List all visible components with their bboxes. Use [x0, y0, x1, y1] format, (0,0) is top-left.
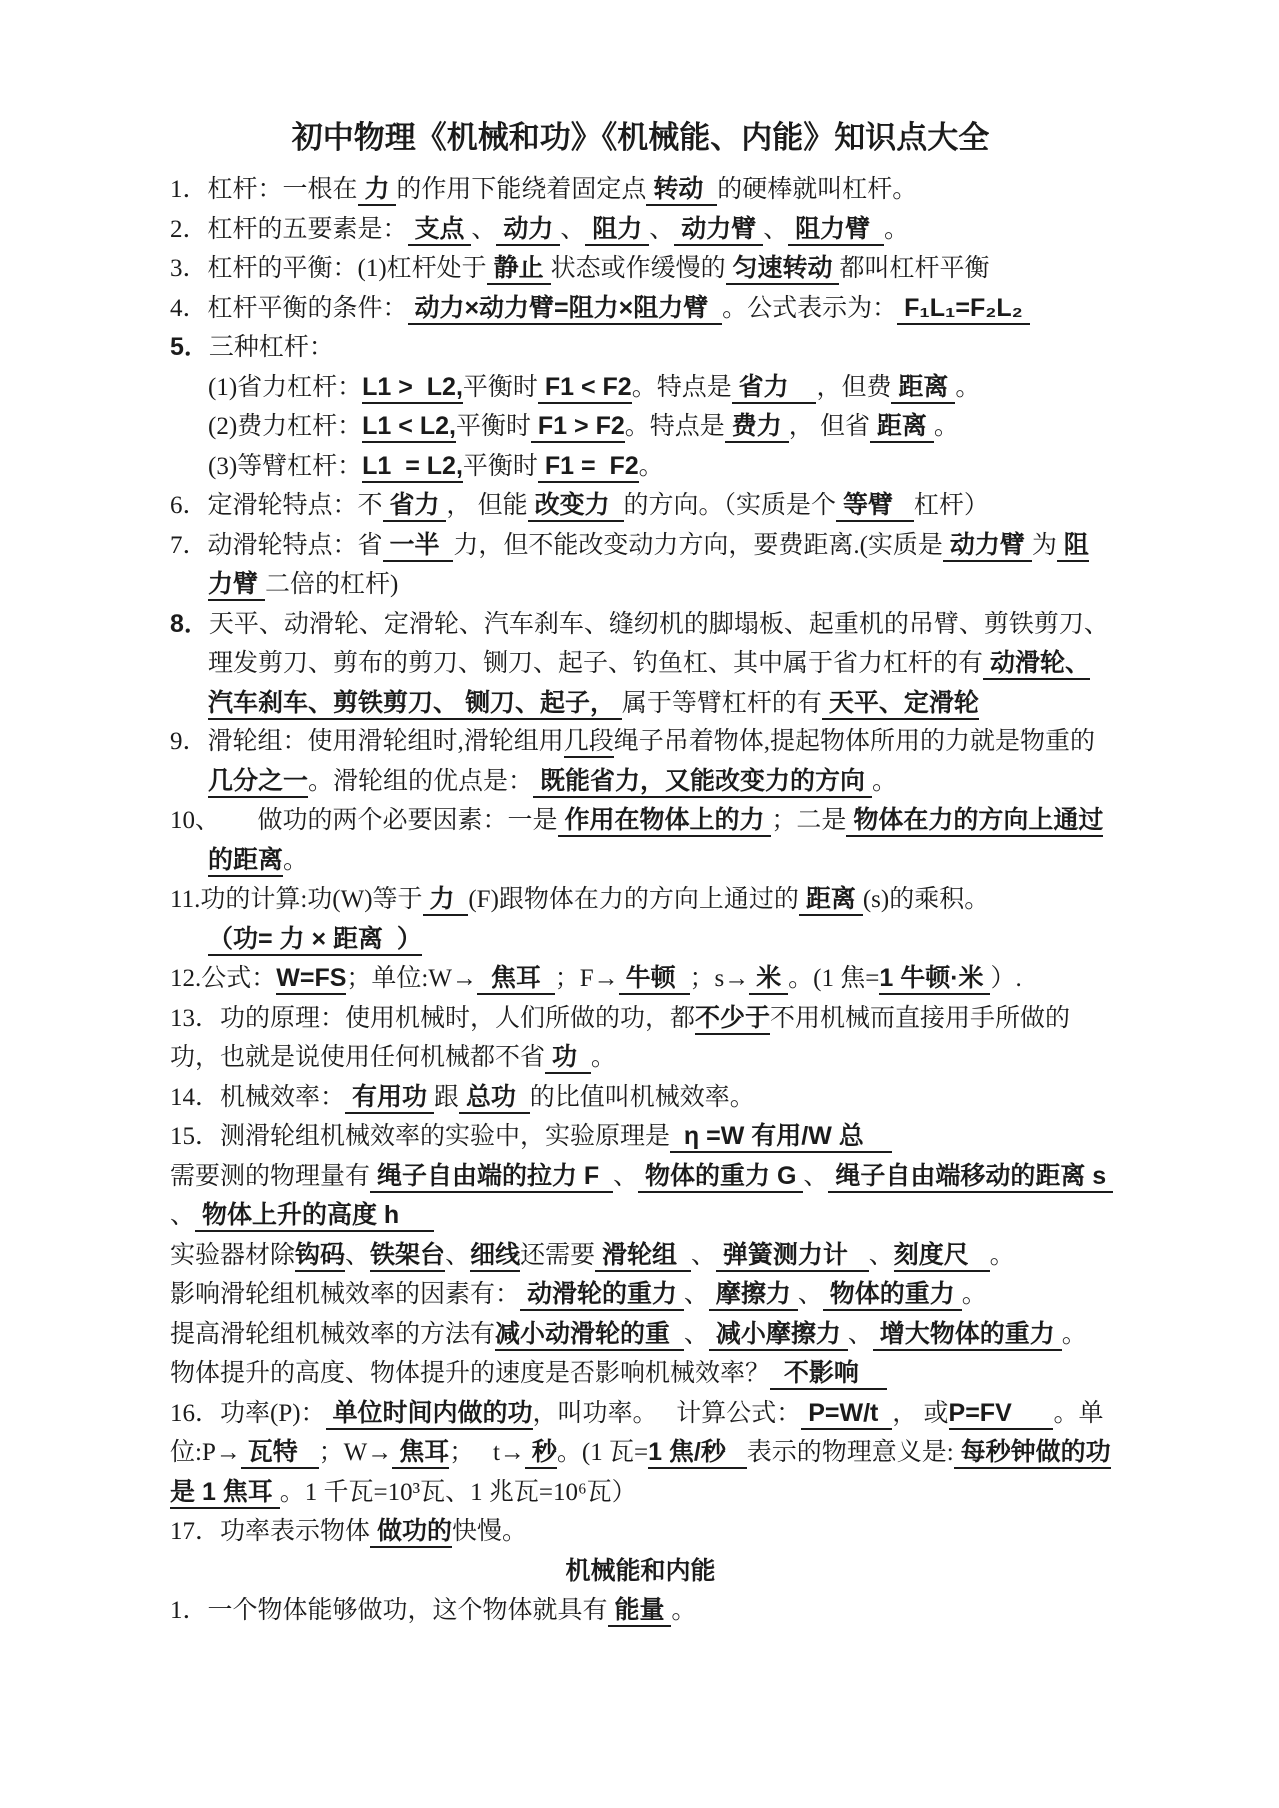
- text-run: 影响滑轮组机械效率的因素有：: [170, 1281, 521, 1308]
- text-run: (F)跟物体在力的方向上通过的: [468, 886, 799, 913]
- text-run: 。: [989, 1241, 1015, 1269]
- blank-answer: 米: [749, 964, 788, 995]
- blank-answer: 天平、定滑轮: [822, 689, 979, 720]
- text-run: 不用机械而直接用手所做的功，也就是说使用任何机械都不省: [170, 1004, 1071, 1071]
- text-run: ）.: [990, 965, 1022, 992]
- text-run: 。: [933, 413, 959, 440]
- blank-answer: 阻力臂: [788, 215, 884, 246]
- item-7: [170, 526, 1111, 605]
- blank-answer: 距离: [870, 412, 934, 443]
- text-run: 10、 做功的两个必要因素：一是: [170, 807, 558, 834]
- item-9: [170, 723, 1111, 801]
- blank-answer: 既能省力，又能改变力的方向: [533, 767, 872, 798]
- blank-answer: 距离: [891, 373, 955, 404]
- item-3: [170, 249, 1111, 289]
- text-run: ； t→: [449, 1439, 525, 1466]
- text-run: ， 或: [892, 1399, 949, 1427]
- text-run: 11.功的计算:功(W)等于: [170, 886, 423, 913]
- text-run: 。: [884, 215, 910, 243]
- blank-answer: 力: [358, 175, 397, 206]
- blank-answer: 动力臂: [943, 531, 1032, 562]
- blank-answer: 一半: [383, 531, 454, 562]
- text-run: 1．杠杆：一根在: [170, 176, 358, 203]
- text-run: 8．: [170, 609, 209, 638]
- blank-answer: 绳子自由端的拉力 F: [370, 1162, 613, 1193]
- text-run: 。特点是: [624, 413, 725, 440]
- blank-answer: W=FS: [276, 964, 346, 995]
- blank-answer: 刻度尺: [894, 1241, 990, 1272]
- text-run: 。: [961, 1281, 987, 1308]
- item-15-methods: [170, 1315, 1111, 1394]
- text-run: 、: [690, 1241, 716, 1269]
- text-run: 。物体提升的高度、物体提升的速度是否影响机械效率？: [170, 1320, 1087, 1387]
- text-run: 9．滑轮组：使用滑轮组时,滑轮组用: [170, 728, 564, 755]
- blank-answer: 作用在物体上的力: [558, 806, 772, 837]
- text-run: 三种杠杆：: [208, 334, 334, 361]
- item-1: [170, 170, 1111, 210]
- text-run: 、: [847, 1320, 873, 1348]
- text-run: 的方向。（实质是个: [623, 492, 837, 519]
- blank-answer: 省力: [383, 491, 447, 522]
- text-run: 、: [471, 215, 497, 243]
- text-run: 5．: [170, 333, 209, 361]
- blank-answer: 静止: [487, 254, 551, 285]
- text-run: 。1 千瓦=10³瓦、1 兆瓦=10⁶瓦）: [279, 1478, 637, 1506]
- blank-answer: 做功的: [370, 1517, 452, 1548]
- text-run: 13．功的原理：使用机械时，人们所做的功，都: [170, 1004, 696, 1032]
- blank-answer: 1 焦/秒: [648, 1438, 747, 1469]
- item-5-1: [208, 368, 1111, 408]
- item-6: [170, 486, 1111, 526]
- text-run: 天平、动滑轮、定滑轮、汽车刹车、缝纫机的脚塌板、起重机的吊臂、剪铁剪刀、理发剪刀、剪布的剪刀、铡刀、起子、钓鱼杠、其中属于省力杠杆的有: [208, 610, 1109, 677]
- text-run: (s)的乘积。: [862, 886, 990, 913]
- text-run: 、: [683, 1281, 709, 1308]
- blank-answer: F1 > F2: [531, 412, 625, 443]
- blank-answer: 秒: [525, 1438, 557, 1469]
- text-run: 都叫杠杆平衡: [839, 255, 990, 282]
- text-run: 。: [590, 1044, 616, 1071]
- blank-answer: 动力: [496, 215, 560, 246]
- text-run: 。滑轮组的优点是：: [308, 767, 534, 795]
- text-run: ；二是: [771, 807, 847, 834]
- text-run: 绳子吊着物体,提起物体所用的力就是物重的: [613, 728, 1096, 755]
- text-run: ，但费: [816, 373, 892, 401]
- text-run: 。(1 瓦=: [556, 1439, 649, 1466]
- blank-answer: 焦耳: [477, 964, 555, 995]
- blank-answer: 物体的重力 G: [638, 1162, 803, 1193]
- blank-answer: 单位时间内做的功: [326, 1399, 533, 1430]
- item-12: [170, 959, 1111, 999]
- blank-answer: η =W 有用/W 总: [670, 1122, 892, 1153]
- blank-answer: 几段: [564, 728, 614, 758]
- blank-answer: 弹簧测力计: [716, 1241, 869, 1272]
- text-run: 实验器材除: [170, 1241, 296, 1269]
- blank-answer: L1 < L2,: [362, 412, 456, 443]
- text-run: 力，但不能改变动力方向，要费距离.(实质是: [453, 531, 943, 559]
- blank-answer: 物体上升的高度 h: [195, 1201, 434, 1232]
- text-run: 需要测的物理量有: [170, 1162, 371, 1190]
- blank-answer: P=W/t: [801, 1399, 892, 1430]
- text-run: (1)省力杠杆：: [208, 373, 363, 401]
- text-run: 属于等臂杠杆的有: [621, 689, 822, 717]
- blank-answer: 1 牛顿·米: [879, 964, 990, 995]
- text-run: 的作用下能绕着固定点: [396, 176, 647, 203]
- text-run: 的比值叫机械效率。: [529, 1083, 755, 1111]
- text-run: 、: [560, 215, 586, 243]
- blank-answer: 费力: [725, 412, 789, 443]
- blank-answer: 不少于: [695, 1004, 770, 1035]
- blank-answer: 能量: [608, 1596, 672, 1627]
- blank-answer: 每秒钟做的功是 1 焦耳: [170, 1438, 1111, 1509]
- text-run: 。: [671, 1597, 697, 1624]
- text-run: 平衡时: [455, 413, 531, 440]
- item-5: [170, 328, 1111, 368]
- blank-answer: 增大物体的重力: [873, 1320, 1062, 1351]
- blank-answer: 减小动滑轮的重: [495, 1320, 684, 1351]
- blank-answer: 物体的重力: [823, 1280, 962, 1311]
- document-body: [170, 170, 1114, 1631]
- item-10: [170, 801, 1111, 880]
- blank-answer: 省力: [732, 373, 817, 404]
- blank-answer: 功: [545, 1043, 591, 1074]
- blank-answer: 钩码: [295, 1241, 345, 1272]
- text-run: 16．功率(P)：: [170, 1399, 326, 1427]
- text-run: 平衡时: [462, 452, 538, 480]
- text-run: 、: [345, 1241, 371, 1269]
- text-run: ；s→: [689, 965, 750, 992]
- text-run: 快慢。: [451, 1518, 527, 1545]
- text-run: 二倍的杠杆): [264, 571, 399, 598]
- item-15-factors: [170, 1275, 1111, 1315]
- item-15-quantities: [170, 1157, 1114, 1236]
- blank-answer: 物体在力的方向上通过的距离: [208, 806, 1103, 877]
- text-run: 。(1 焦=: [788, 965, 880, 992]
- text-run: 17．功率表示物体: [170, 1518, 371, 1545]
- document-title: 初中物理《机械和功》《机械能、内能》知识点大全: [291, 120, 990, 155]
- text-run: 、: [445, 1241, 471, 1269]
- blank-answer: 匀速转动: [726, 254, 840, 285]
- blank-answer: L1 = L2,: [362, 452, 463, 483]
- text-run: 、: [683, 1320, 709, 1348]
- blank-answer: F1 = F2: [538, 452, 639, 483]
- blank-answer: 力: [423, 885, 469, 916]
- blank-answer: 摩擦力: [709, 1280, 798, 1311]
- text-run: ；F→: [554, 965, 619, 992]
- text-run: 机械能和内能: [565, 1556, 716, 1585]
- section-title: [170, 1552, 1111, 1592]
- blank-answer: 阻力臂: [208, 531, 1089, 602]
- text-run: ， 但省: [788, 413, 870, 440]
- blank-answer: 牛顿: [619, 964, 690, 995]
- item-14: [170, 1078, 1111, 1118]
- text-run: 4．杠杆平衡的条件：: [170, 294, 408, 322]
- blank-answer: （功= 力 × 距离 ）: [208, 925, 422, 956]
- text-run: 跟: [433, 1083, 459, 1111]
- blank-answer: 不影响: [770, 1359, 887, 1390]
- item-5-2: [208, 407, 1111, 447]
- text-run: ， 但能: [446, 492, 528, 519]
- item-11: [170, 880, 1111, 920]
- text-run: 表示的物理意义是:: [746, 1439, 954, 1466]
- text-run: 、: [649, 215, 675, 243]
- text-run: 。: [283, 846, 309, 874]
- text-run: 7．动滑轮特点：省: [170, 531, 383, 559]
- item-17: [170, 1512, 1111, 1552]
- blank-answer: 有用功: [345, 1083, 434, 1114]
- blank-answer: 动滑轮、汽车刹车、剪铁剪刀、 铡刀、起子，: [208, 649, 1090, 720]
- blank-answer: 瓦特: [241, 1438, 319, 1469]
- blank-answer: 减小摩擦力: [709, 1320, 848, 1351]
- text-run: ，叫功率。 计算公式：: [532, 1399, 802, 1427]
- text-run: 6．定滑轮特点：不: [170, 492, 383, 519]
- text-run: 12.公式：: [170, 965, 277, 992]
- text-run: 。: [638, 452, 664, 480]
- item-8: [170, 605, 1111, 724]
- text-run: ；单位:W→: [346, 965, 477, 992]
- text-run: 。公式表示为：: [722, 294, 898, 322]
- text-run: 还需要: [520, 1241, 596, 1269]
- blank-answer: 焦耳: [392, 1438, 449, 1469]
- blank-answer: 改变力: [528, 491, 624, 522]
- text-run: 、: [803, 1162, 829, 1190]
- item-2: [170, 210, 1111, 250]
- text-run: 平衡时: [462, 373, 538, 401]
- text-run: 15．测滑轮组机械效率的实验中，实验原理是: [170, 1123, 671, 1150]
- blank-answer: F₁L₁=F₂L₂: [897, 294, 1029, 325]
- text-run: 2．杠杆的五要素是：: [170, 215, 408, 243]
- item-15: [170, 1117, 1111, 1157]
- text-run: 杠杆）: [913, 492, 989, 519]
- item-13: [170, 999, 1111, 1078]
- blank-answer: 绳子自由端移动的距离 s: [828, 1162, 1113, 1193]
- text-run: 、: [868, 1241, 894, 1269]
- item-16: [170, 1394, 1111, 1513]
- text-run: ；W→: [318, 1439, 393, 1466]
- text-run: 。: [955, 373, 981, 401]
- blank-answer: 总功: [459, 1083, 530, 1114]
- blank-answer: 等臂: [836, 491, 914, 522]
- blank-answer: 细线: [470, 1241, 520, 1272]
- text-run: (2)费力杠杆：: [208, 413, 363, 440]
- blank-answer: 几分之一: [208, 767, 308, 798]
- blank-answer: 支点: [408, 215, 472, 246]
- blank-answer: 距离: [799, 885, 863, 916]
- text-run: 、: [797, 1281, 823, 1308]
- blank-answer: 动力×动力臂=阻力×阻力臂: [408, 294, 723, 325]
- blank-answer: L1 > L2,: [362, 373, 463, 404]
- blank-answer: 转动: [646, 175, 717, 206]
- text-run: (3)等臂杠杆：: [208, 452, 363, 480]
- section2-item-1: [170, 1591, 1111, 1631]
- blank-answer: 动滑轮的重力: [520, 1280, 684, 1311]
- text-run: 提高滑轮组机械效率的方法有: [170, 1320, 496, 1348]
- text-run: 状态或作缓慢的: [550, 255, 726, 282]
- blank-answer: 动力臂: [674, 215, 763, 246]
- text-run: 。特点是: [631, 373, 732, 401]
- text-run: 。: [871, 767, 897, 795]
- text-run: 、: [613, 1162, 639, 1190]
- text-run: 14．机械效率：: [170, 1083, 346, 1111]
- text-run: 、: [763, 215, 789, 243]
- blank-answer: P=FV: [949, 1399, 1054, 1430]
- text-run: 的硬棒就叫杠杆。: [717, 176, 918, 203]
- item-5-3: [208, 447, 1111, 487]
- item-11-formula: [208, 920, 1111, 960]
- item-4: [170, 289, 1111, 329]
- text-run: 、: [170, 1202, 196, 1229]
- blank-answer: 铁架台: [370, 1241, 445, 1272]
- text-run: 为: [1031, 531, 1057, 559]
- item-15-apparatus: [170, 1236, 1111, 1276]
- blank-answer: 阻力: [585, 215, 649, 246]
- text-run: 。单位:P→: [170, 1399, 1104, 1466]
- blank-answer: F1 < F2: [538, 373, 632, 404]
- text-run: 1．一个物体能够做功，这个物体就具有: [170, 1597, 608, 1624]
- blank-answer: 滑轮组: [595, 1241, 691, 1272]
- text-run: 3．杠杆的平衡：(1)杠杆处于: [170, 255, 487, 282]
